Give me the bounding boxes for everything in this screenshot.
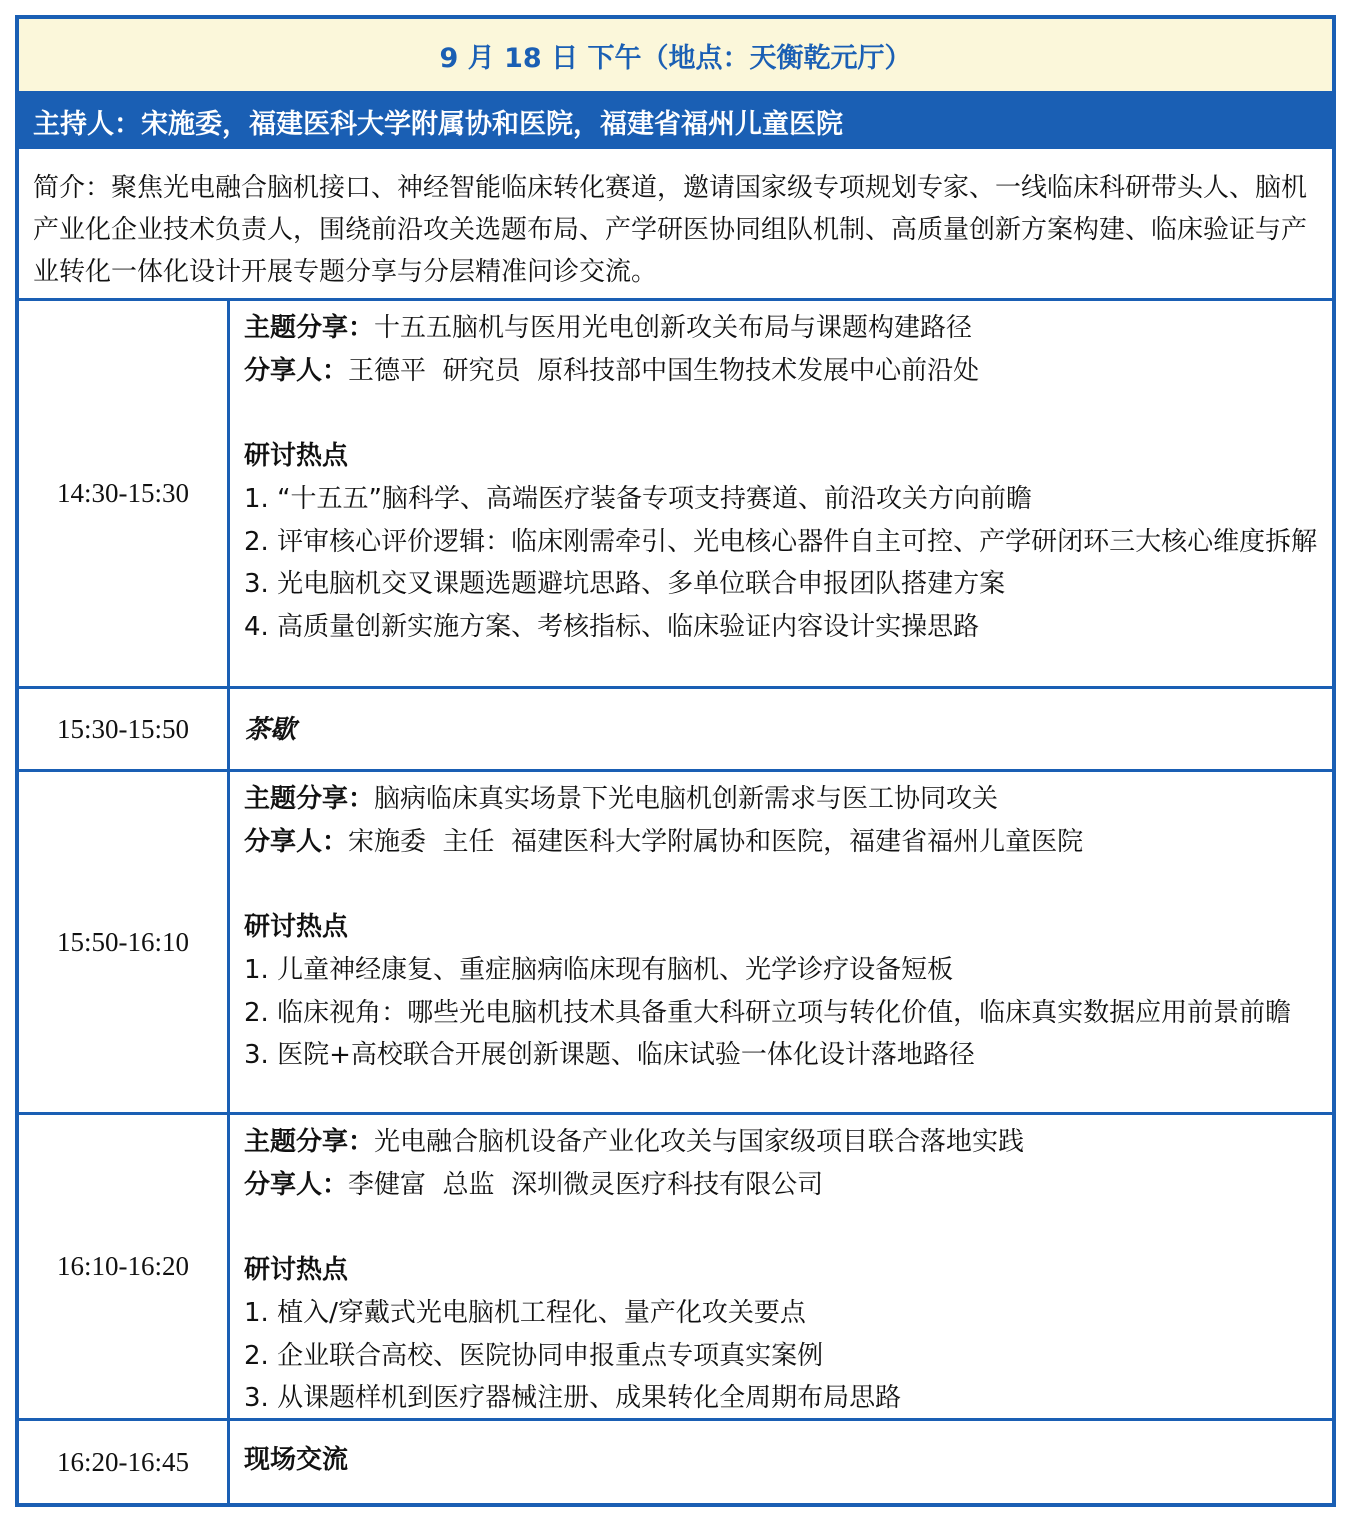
topic-text: 脑病临床真实场景下光电脑机创新需求与医工协同攻关 — [374, 784, 999, 814]
hotspot-item: 3. 光电脑机交叉课题选题避坑思路、多单位联合申报团队搭建方案 — [244, 569, 1006, 600]
exchange-label: 现场交流 — [244, 1445, 349, 1475]
agenda-row — [19, 1115, 1332, 1421]
topic-label: 主题分享： — [244, 784, 375, 814]
session-title: 9 月 18 日 下午（地点：天衡乾元厅） — [19, 19, 1332, 94]
session-content — [244, 778, 1320, 1077]
intro-text: 简介：聚焦光电融合脑机接口、神经智能临床转化赛道，邀请国家级专项规划专家、一线临床科研带头人、脑机产业化企业技术负责人，围绕前沿攻关选题布局、产学研医协同组队机制、高质量创新方案构建、临床验证与产业转化一体化设计开展专题分享与分层精准问诊交流。 — [19, 149, 1332, 301]
session-content — [244, 1121, 1320, 1420]
topic-label: 主题分享： — [244, 313, 375, 343]
agenda-row — [19, 301, 1332, 689]
host-line: 主持人：宋施委，福建医科大学附属协和医院，福建省福州儿童医院 — [19, 94, 1332, 149]
hotspot-item: 3. 医院+高校联合开展创新课题、临床试验一体化设计落地路径 — [244, 1040, 975, 1071]
hotspot-item: 2. 临床视角：哪些光电脑机技术具备重大科研立项与转化价值，临床真实数据应用前景前瞻 — [244, 997, 1292, 1028]
hotspot-item: 2. 评审核心评价逻辑：临床刚需牵引、光电核心器件自主可控、产学研闭环三大核心维度拆解 — [244, 526, 1318, 557]
time-cell: 15:30-15:50 — [19, 689, 230, 769]
hotspot-item: 1. 植入/穿戴式光电脑机工程化、量产化攻关要点 — [244, 1297, 806, 1328]
speaker-text: 宋施委 主任 福建医科大学附属协和医院，福建省福州儿童医院 — [348, 826, 1084, 857]
speaker-label: 分享人： — [244, 355, 349, 386]
topic-label: 主题分享： — [244, 1127, 375, 1157]
hotspot-item: 1. 儿童神经康复、重症脑病临床现有脑机、光学诊疗设备短板 — [244, 954, 954, 985]
speaker-text: 李健富 总监 深圳微灵医疗科技有限公司 — [348, 1169, 824, 1200]
hotspot-item: 2. 企业联合高校、医院协同申报重点专项真实案例 — [244, 1340, 824, 1371]
hotspots-label: 研讨热点 — [244, 912, 349, 943]
hotspots-label: 研讨热点 — [244, 441, 349, 472]
agenda-row — [19, 689, 1332, 772]
topic-text: 十五五脑机与医用光电创新攻关布局与课题构建路径 — [374, 313, 973, 343]
hotspots-label: 研讨热点 — [244, 1255, 349, 1286]
agenda-row — [19, 1421, 1332, 1503]
session-content — [244, 307, 1320, 649]
speaker-label: 分享人： — [244, 826, 349, 857]
time-cell: 16:20-16:45 — [19, 1421, 230, 1503]
speaker-text: 王德平 研究员 原科技部中国生物技术发展中心前沿处 — [348, 355, 980, 386]
hotspot-item: 4. 高质量创新实施方案、考核指标、临床验证内容设计实操思路 — [244, 611, 980, 642]
hotspot-item: 1. “十五五”脑科学、高端医疗装备专项支持赛道、前沿攻关方向前瞻 — [244, 483, 1033, 514]
agenda-row — [19, 772, 1332, 1115]
topic-text: 光电融合脑机设备产业化攻关与国家级项目联合落地实践 — [374, 1127, 1025, 1157]
break-label: 茶歇 — [244, 715, 297, 745]
session-content — [244, 1439, 1320, 1482]
time-cell: 15:50-16:10 — [19, 772, 230, 1112]
agenda-table — [15, 15, 1336, 1507]
hotspot-item: 3. 从课题样机到医疗器械注册、成果转化全周期布局思路 — [244, 1383, 902, 1414]
time-cell: 16:10-16:20 — [19, 1115, 230, 1418]
speaker-label: 分享人： — [244, 1169, 349, 1200]
session-content — [244, 709, 1320, 752]
time-cell: 14:30-15:30 — [19, 301, 230, 686]
